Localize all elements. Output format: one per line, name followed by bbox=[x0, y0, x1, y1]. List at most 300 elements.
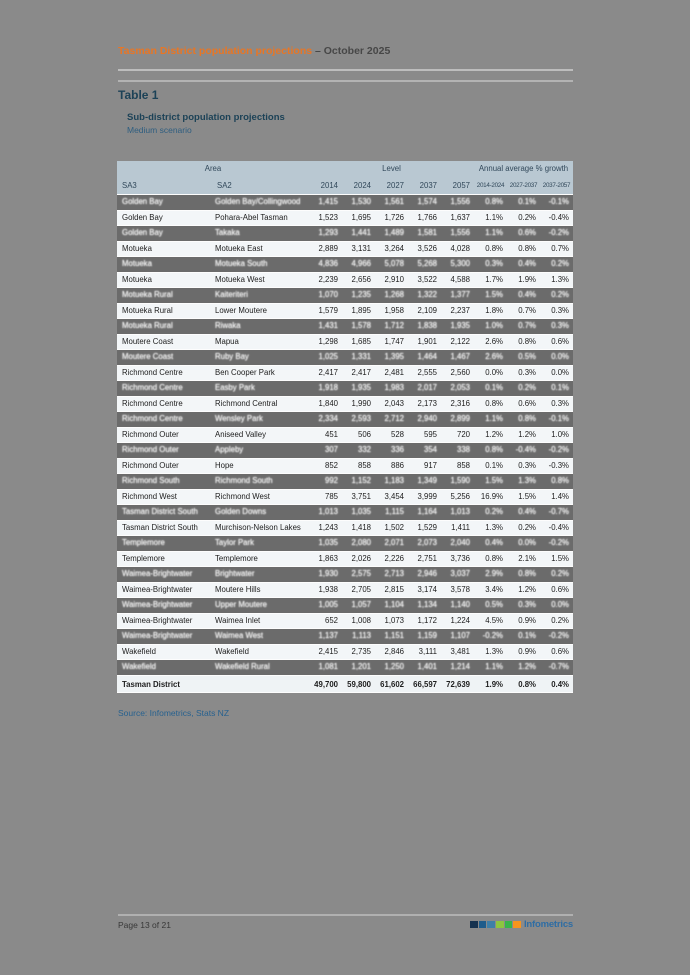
cell-sa3: Motueka bbox=[122, 274, 152, 284]
cell-growth-value: 0.4% bbox=[518, 507, 536, 516]
cell-level-value: 1,298 bbox=[318, 336, 338, 346]
cell-growth-value: 0.6% bbox=[518, 228, 536, 237]
cell-level-value: 3,454 bbox=[384, 491, 404, 501]
cell-growth-value: 16.9% bbox=[480, 491, 503, 501]
table-row bbox=[117, 628, 573, 644]
cell-growth-value: 0.2% bbox=[551, 615, 569, 625]
table-subtitle: Medium scenario bbox=[127, 125, 192, 135]
cell-level-value: 1,529 bbox=[417, 522, 437, 532]
cell-level-value: 1,293 bbox=[318, 228, 338, 237]
cell-level-value: 2,334 bbox=[318, 414, 338, 423]
cell-growth-value: 0.6% bbox=[551, 584, 569, 594]
logo-square-icon bbox=[487, 921, 495, 929]
cell-growth-value: 0.8% bbox=[551, 476, 569, 485]
cell-sa2: Riwaka bbox=[215, 321, 241, 330]
table-row bbox=[117, 272, 573, 288]
cell-sa2: Golden Downs bbox=[215, 507, 267, 516]
cell-sa2: Easby Park bbox=[215, 383, 255, 392]
cell-level-value: 1,556 bbox=[450, 197, 470, 206]
cell-level-value: 1,726 bbox=[384, 212, 404, 222]
logo-text: Infometrics bbox=[523, 919, 573, 930]
column-header-2024: 2024 bbox=[353, 181, 371, 190]
column-header-growth-2037-2057: 2037-2057 bbox=[542, 182, 571, 189]
column-header-growth-2014-2024: 2014-2024 bbox=[476, 182, 505, 189]
cell-sa2: Ben Cooper Park bbox=[215, 367, 275, 377]
cell-growth-value: 0.2% bbox=[518, 212, 536, 222]
cell-growth-value: 0.0% bbox=[485, 367, 503, 377]
cell-growth-value: 0.6% bbox=[551, 336, 569, 346]
table-row bbox=[117, 473, 573, 489]
cell-sa2: Wakefield Rural bbox=[215, 662, 270, 671]
logo-square-icon bbox=[496, 921, 504, 929]
cell-level-value: 3,578 bbox=[450, 584, 470, 594]
cell-level-value: 1,113 bbox=[352, 631, 371, 640]
cell-level-value: 1,747 bbox=[384, 336, 404, 346]
cell-level-value: 61,602 bbox=[380, 679, 404, 689]
cell-level-value: 917 bbox=[423, 460, 437, 470]
cell-growth-value: 0.8% bbox=[485, 553, 503, 563]
cell-level-value: 2,122 bbox=[450, 336, 470, 346]
column-header-sa3: SA3 bbox=[122, 181, 137, 190]
cell-level-value: 2,316 bbox=[450, 398, 470, 408]
cell-level-value: 1,134 bbox=[417, 600, 437, 609]
cell-sa2: Richmond South bbox=[215, 476, 273, 485]
cell-growth-value: 0.1% bbox=[485, 460, 503, 470]
cell-level-value: 451 bbox=[324, 429, 338, 439]
cell-sa3: Waimea-Brightwater bbox=[122, 615, 193, 625]
cell-sa2: Wensley Park bbox=[215, 414, 263, 423]
cell-level-value: 1,005 bbox=[318, 600, 338, 609]
cell-level-value: 2,080 bbox=[351, 538, 371, 547]
cell-level-value: 992 bbox=[324, 476, 338, 485]
footer-rule bbox=[118, 914, 573, 916]
cell-sa3: Moutere Coast bbox=[122, 336, 174, 346]
cell-level-value: 2,239 bbox=[318, 274, 338, 284]
cell-level-value: 332 bbox=[357, 445, 371, 454]
cell-sa2: Pohara-Abel Tasman bbox=[215, 212, 288, 222]
cell-level-value: 1,025 bbox=[318, 352, 338, 361]
cell-sa2: Aniseed Valley bbox=[215, 429, 266, 439]
page-number: Page 13 of 21 bbox=[118, 920, 171, 930]
cell-level-value: 2,815 bbox=[384, 584, 404, 594]
cell-growth-value: 0.2% bbox=[551, 259, 569, 268]
cell-growth-value: 1.3% bbox=[518, 476, 536, 485]
cell-level-value: 2,846 bbox=[384, 646, 404, 656]
cell-growth-value: 0.3% bbox=[518, 367, 536, 377]
table-row bbox=[117, 520, 573, 536]
table-row bbox=[117, 194, 573, 210]
cell-level-value: 1,013 bbox=[450, 507, 470, 516]
cell-level-value: 354 bbox=[423, 445, 437, 454]
cell-sa3: Waimea-Brightwater bbox=[122, 600, 193, 609]
cell-growth-value: 4.5% bbox=[485, 615, 503, 625]
cell-level-value: 852 bbox=[324, 460, 338, 470]
cell-level-value: 2,415 bbox=[318, 646, 338, 656]
cell-level-value: 3,037 bbox=[450, 569, 470, 578]
cell-growth-value: 1.9% bbox=[518, 274, 536, 284]
cell-growth-value: 1.0% bbox=[485, 321, 503, 330]
table-column-header-row bbox=[117, 177, 573, 194]
report-title: Tasman District population projections bbox=[118, 45, 313, 57]
cell-level-value: 1,431 bbox=[318, 321, 338, 330]
cell-level-value: 1,441 bbox=[351, 228, 371, 237]
cell-level-value: 1,590 bbox=[450, 476, 470, 485]
cell-growth-value: 0.3% bbox=[485, 259, 503, 268]
cell-sa2: Upper Moutere bbox=[215, 600, 268, 609]
cell-level-value: 2,712 bbox=[384, 414, 404, 423]
cell-sa3: Richmond Centre bbox=[122, 383, 183, 392]
cell-level-value: 1,035 bbox=[318, 538, 338, 547]
cell-sa3: Richmond Outer bbox=[122, 429, 179, 439]
cell-sa2: Motueka East bbox=[215, 243, 263, 253]
group-header-area: Area bbox=[204, 164, 222, 173]
cell-level-value: 1,556 bbox=[450, 228, 470, 237]
cell-level-value: 3,736 bbox=[450, 553, 470, 563]
cell-level-value: 652 bbox=[324, 615, 338, 625]
cell-level-value: 59,800 bbox=[347, 679, 371, 689]
cell-level-value: 3,522 bbox=[417, 274, 437, 284]
header-rule-bottom bbox=[118, 80, 573, 82]
cell-sa3: Motueka Rural bbox=[122, 290, 173, 299]
cell-level-value: 2,713 bbox=[384, 569, 404, 578]
cell-growth-value: 0.6% bbox=[518, 398, 536, 408]
cell-sa2: Wakefield bbox=[215, 646, 249, 656]
cell-growth-value: 1.2% bbox=[518, 662, 536, 671]
cell-level-value: 595 bbox=[423, 429, 437, 439]
cell-growth-value: 1.2% bbox=[518, 429, 536, 439]
logo-square-icon bbox=[470, 921, 478, 929]
cell-sa3: Motueka Rural bbox=[122, 305, 173, 315]
cell-growth-value: 0.0% bbox=[551, 352, 569, 361]
cell-level-value: 2,043 bbox=[384, 398, 404, 408]
cell-sa3: Richmond Centre bbox=[122, 398, 183, 408]
cell-growth-value: 0.8% bbox=[518, 679, 536, 689]
cell-growth-value: 1.4% bbox=[551, 491, 569, 501]
cell-level-value: 3,174 bbox=[417, 584, 437, 594]
cell-growth-value: 0.1% bbox=[518, 197, 536, 206]
cell-sa3: Waimea-Brightwater bbox=[122, 569, 193, 578]
cell-sa3: Richmond Outer bbox=[122, 445, 179, 454]
table-row bbox=[117, 427, 573, 443]
table-row bbox=[117, 597, 573, 613]
cell-growth-value: 0.2% bbox=[551, 290, 569, 299]
cell-level-value: 1,523 bbox=[318, 212, 338, 222]
cell-sa3: Templemore bbox=[122, 553, 165, 563]
report-date: – October 2025 bbox=[312, 45, 391, 57]
cell-level-value: 3,526 bbox=[417, 243, 437, 253]
cell-growth-value: 1.5% bbox=[551, 553, 569, 563]
cell-growth-value: 0.3% bbox=[518, 460, 536, 470]
cell-level-value: 5,078 bbox=[384, 259, 404, 268]
cell-level-value: 1,008 bbox=[351, 615, 371, 625]
cell-level-value: 1,958 bbox=[384, 305, 404, 315]
cell-level-value: 4,028 bbox=[450, 243, 470, 253]
cell-level-value: 5,256 bbox=[450, 491, 470, 501]
table-total-row bbox=[117, 675, 573, 693]
table-body bbox=[117, 194, 573, 693]
cell-level-value: 4,588 bbox=[450, 274, 470, 284]
cell-growth-value: 1.5% bbox=[518, 491, 536, 501]
cell-growth-value: -0.2% bbox=[548, 445, 569, 454]
cell-growth-value: 0.1% bbox=[485, 383, 503, 392]
cell-level-value: 1,183 bbox=[384, 476, 404, 485]
cell-level-value: 5,300 bbox=[450, 259, 470, 268]
table-row bbox=[117, 411, 573, 427]
table-row bbox=[117, 458, 573, 474]
cell-sa2: Moutere Hills bbox=[215, 584, 261, 594]
cell-growth-value: 0.8% bbox=[518, 569, 536, 578]
cell-level-value: 1,401 bbox=[417, 662, 437, 671]
cell-level-value: 1,685 bbox=[351, 336, 371, 346]
column-header-2027: 2027 bbox=[386, 181, 404, 190]
cell-level-value: 2,899 bbox=[450, 414, 470, 423]
cell-level-value: 1,159 bbox=[417, 631, 437, 640]
cell-level-value: 1,464 bbox=[417, 352, 437, 361]
cell-level-value: 720 bbox=[456, 429, 470, 439]
cell-level-value: 785 bbox=[324, 491, 338, 501]
cell-growth-value: 1.2% bbox=[485, 429, 503, 439]
cell-growth-value: 0.4% bbox=[518, 290, 536, 299]
cell-level-value: 1,081 bbox=[318, 662, 338, 671]
cell-growth-value: 0.8% bbox=[518, 243, 536, 253]
cell-sa3: Richmond Outer bbox=[122, 460, 179, 470]
cell-growth-value: 0.4% bbox=[551, 679, 569, 689]
cell-level-value: 1,377 bbox=[450, 290, 470, 299]
cell-sa3: Richmond Centre bbox=[122, 414, 183, 423]
cell-growth-value: -0.2% bbox=[548, 631, 569, 640]
cell-sa2: Hope bbox=[215, 460, 234, 470]
cell-level-value: 1,070 bbox=[318, 290, 338, 299]
cell-level-value: 2,940 bbox=[417, 414, 437, 423]
cell-level-value: 3,264 bbox=[384, 243, 404, 253]
cell-level-value: 1,107 bbox=[450, 631, 470, 640]
cell-sa2: Takaka bbox=[215, 228, 240, 237]
cell-sa3: Golden Bay bbox=[122, 212, 163, 222]
cell-sa2: Ruby Bay bbox=[215, 352, 249, 361]
cell-sa2: Richmond West bbox=[215, 491, 270, 501]
cell-level-value: 1,235 bbox=[351, 290, 371, 299]
cell-level-value: 3,111 bbox=[418, 646, 437, 656]
cell-level-value: 336 bbox=[390, 445, 404, 454]
cell-growth-value: 0.8% bbox=[485, 243, 503, 253]
column-header-2057: 2057 bbox=[452, 181, 470, 190]
table-row bbox=[117, 613, 573, 629]
cell-level-value: 2,560 bbox=[450, 367, 470, 377]
table-row bbox=[117, 659, 573, 675]
cell-sa3: Golden Bay bbox=[122, 197, 163, 206]
cell-level-value: 1,695 bbox=[351, 212, 371, 222]
cell-level-value: 4,836 bbox=[318, 259, 338, 268]
cell-level-value: 2,889 bbox=[318, 243, 338, 253]
cell-growth-value: 0.5% bbox=[518, 352, 536, 361]
cell-level-value: 3,131 bbox=[351, 243, 371, 253]
cell-growth-value: 0.9% bbox=[518, 646, 536, 656]
cell-level-value: 1,322 bbox=[417, 290, 437, 299]
cell-sa2: Brightwater bbox=[215, 569, 255, 578]
logo-square-icon bbox=[505, 921, 513, 929]
cell-level-value: 2,073 bbox=[417, 538, 437, 547]
cell-level-value: 1,863 bbox=[318, 553, 338, 563]
cell-growth-value: 1.3% bbox=[485, 522, 503, 532]
table-title: Sub-district population projections bbox=[127, 112, 285, 123]
cell-sa3: Motueka bbox=[122, 259, 152, 268]
cell-level-value: 1,415 bbox=[318, 197, 338, 206]
cell-level-value: 1,164 bbox=[417, 507, 437, 516]
cell-growth-value: 0.3% bbox=[551, 305, 569, 315]
cell-growth-value: 0.2% bbox=[518, 383, 536, 392]
cell-level-value: 886 bbox=[390, 460, 404, 470]
cell-level-value: 1,349 bbox=[417, 476, 437, 485]
cell-level-value: 1,766 bbox=[417, 212, 437, 222]
logo-square-icon bbox=[479, 921, 487, 929]
cell-level-value: 1,990 bbox=[351, 398, 371, 408]
cell-level-value: 2,946 bbox=[417, 569, 437, 578]
cell-level-value: 5,268 bbox=[417, 259, 437, 268]
cell-level-value: 858 bbox=[357, 460, 371, 470]
cell-growth-value: 1.7% bbox=[485, 274, 503, 284]
cell-growth-value: -0.4% bbox=[515, 445, 536, 454]
cell-level-value: 1,140 bbox=[450, 600, 470, 609]
cell-level-value: 1,935 bbox=[450, 321, 470, 330]
infometrics-logo bbox=[469, 919, 573, 930]
cell-level-value: 1,561 bbox=[384, 197, 404, 206]
cell-level-value: 2,705 bbox=[351, 584, 371, 594]
cell-growth-value: 1.9% bbox=[485, 679, 503, 689]
table-row bbox=[117, 365, 573, 381]
cell-growth-value: 0.8% bbox=[485, 445, 503, 454]
cell-level-value: 2,017 bbox=[417, 383, 437, 392]
cell-level-value: 1,331 bbox=[351, 352, 371, 361]
column-header-2037: 2037 bbox=[419, 181, 437, 190]
cell-level-value: 1,035 bbox=[351, 507, 371, 516]
cell-sa2: Waimea West bbox=[215, 631, 264, 640]
cell-growth-value: -0.7% bbox=[548, 662, 569, 671]
table-row bbox=[117, 380, 573, 396]
table-row bbox=[117, 256, 573, 272]
group-header-level: Level bbox=[382, 164, 401, 173]
cell-sa2: Motueka West bbox=[215, 274, 265, 284]
cell-growth-value: 0.2% bbox=[551, 569, 569, 578]
cell-level-value: 506 bbox=[357, 429, 371, 439]
cell-level-value: 2,575 bbox=[351, 569, 371, 578]
table-row bbox=[117, 210, 573, 226]
cell-growth-value: 1.1% bbox=[485, 212, 503, 222]
cell-growth-value: 0.7% bbox=[518, 321, 536, 330]
cell-level-value: 858 bbox=[456, 460, 470, 470]
cell-level-value: 66,597 bbox=[413, 679, 437, 689]
cell-growth-value: 0.2% bbox=[485, 507, 503, 516]
cell-growth-value: 1.3% bbox=[485, 646, 503, 656]
page-header bbox=[118, 45, 390, 57]
cell-level-value: 1,013 bbox=[318, 507, 338, 516]
cell-growth-value: -0.2% bbox=[548, 538, 569, 547]
cell-level-value: 1,637 bbox=[450, 212, 470, 222]
cell-growth-value: 0.8% bbox=[518, 414, 536, 423]
cell-sa2: Lower Moutere bbox=[215, 305, 268, 315]
cell-growth-value: 1.8% bbox=[485, 305, 503, 315]
cell-growth-value: 0.4% bbox=[518, 259, 536, 268]
cell-sa2: Mapua bbox=[215, 336, 239, 346]
cell-level-value: 307 bbox=[324, 445, 338, 454]
cell-growth-value: 0.0% bbox=[551, 367, 569, 377]
cell-growth-value: 0.2% bbox=[518, 522, 536, 532]
cell-level-value: 1,152 bbox=[351, 476, 371, 485]
cell-sa3: Wakefield bbox=[122, 662, 156, 671]
table-row bbox=[117, 241, 573, 257]
cell-level-value: 1,411 bbox=[451, 522, 470, 532]
cell-sa3: Tasman District bbox=[122, 679, 180, 689]
cell-level-value: 1,137 bbox=[318, 631, 338, 640]
cell-level-value: 1,073 bbox=[384, 615, 404, 625]
table-row bbox=[117, 582, 573, 598]
cell-level-value: 1,935 bbox=[351, 383, 371, 392]
cell-sa3: Richmond South bbox=[122, 476, 180, 485]
cell-level-value: 2,026 bbox=[351, 553, 371, 563]
cell-level-value: 1,250 bbox=[384, 662, 404, 671]
cell-growth-value: 0.7% bbox=[518, 305, 536, 315]
cell-level-value: 1,983 bbox=[384, 383, 404, 392]
cell-sa3: Golden Bay bbox=[122, 228, 163, 237]
logo-square-icon bbox=[513, 921, 521, 929]
cell-sa3: Motueka bbox=[122, 243, 152, 253]
cell-sa2: Taylor Park bbox=[215, 538, 254, 547]
cell-level-value: 1,712 bbox=[384, 321, 404, 330]
cell-growth-value: 0.5% bbox=[485, 600, 503, 609]
cell-growth-value: 0.9% bbox=[518, 615, 536, 625]
cell-sa2: Richmond Central bbox=[215, 398, 278, 408]
cell-growth-value: 1.5% bbox=[485, 290, 503, 299]
cell-growth-value: 1.5% bbox=[485, 476, 503, 485]
cell-sa2 bbox=[212, 676, 309, 692]
table-row bbox=[117, 644, 573, 660]
cell-sa3: Waimea-Brightwater bbox=[122, 631, 193, 640]
cell-level-value: 1,840 bbox=[318, 398, 338, 408]
cell-level-value: 1,201 bbox=[351, 662, 371, 671]
cell-level-value: 2,656 bbox=[351, 274, 371, 284]
column-header-sa2: SA2 bbox=[217, 181, 232, 190]
cell-growth-value: 0.8% bbox=[518, 336, 536, 346]
table-row bbox=[117, 489, 573, 505]
cell-growth-value: 0.1% bbox=[551, 383, 569, 392]
cell-sa3: Tasman District South bbox=[122, 522, 198, 532]
logo-squares-icon bbox=[469, 921, 521, 929]
cell-level-value: 1,581 bbox=[417, 228, 437, 237]
cell-level-value: 3,751 bbox=[351, 491, 371, 501]
cell-sa3: Moutere Coast bbox=[122, 352, 174, 361]
cell-level-value: 1,104 bbox=[384, 600, 404, 609]
cell-level-value: 2,173 bbox=[417, 398, 437, 408]
cell-growth-value: 1.2% bbox=[518, 584, 536, 594]
cell-level-value: 2,053 bbox=[450, 383, 470, 392]
table-row bbox=[117, 303, 573, 319]
table-row bbox=[117, 225, 573, 241]
cell-level-value: 1,395 bbox=[384, 352, 404, 361]
table-group-header-row bbox=[117, 161, 573, 177]
cell-level-value: 1,901 bbox=[417, 336, 437, 346]
cell-level-value: 1,579 bbox=[318, 305, 338, 315]
cell-growth-value: 0.3% bbox=[551, 321, 569, 330]
cell-level-value: 1,268 bbox=[384, 290, 404, 299]
cell-sa3: Templemore bbox=[122, 538, 165, 547]
cell-level-value: 49,700 bbox=[314, 679, 338, 689]
cell-sa2: Kaiteriteri bbox=[215, 290, 248, 299]
cell-growth-value: -0.1% bbox=[548, 197, 569, 206]
cell-level-value: 1,530 bbox=[351, 197, 371, 206]
header-rule-top bbox=[118, 69, 573, 71]
cell-sa3: Motueka Rural bbox=[122, 321, 173, 330]
cell-level-value: 528 bbox=[390, 429, 404, 439]
cell-growth-value: 1.0% bbox=[551, 429, 569, 439]
